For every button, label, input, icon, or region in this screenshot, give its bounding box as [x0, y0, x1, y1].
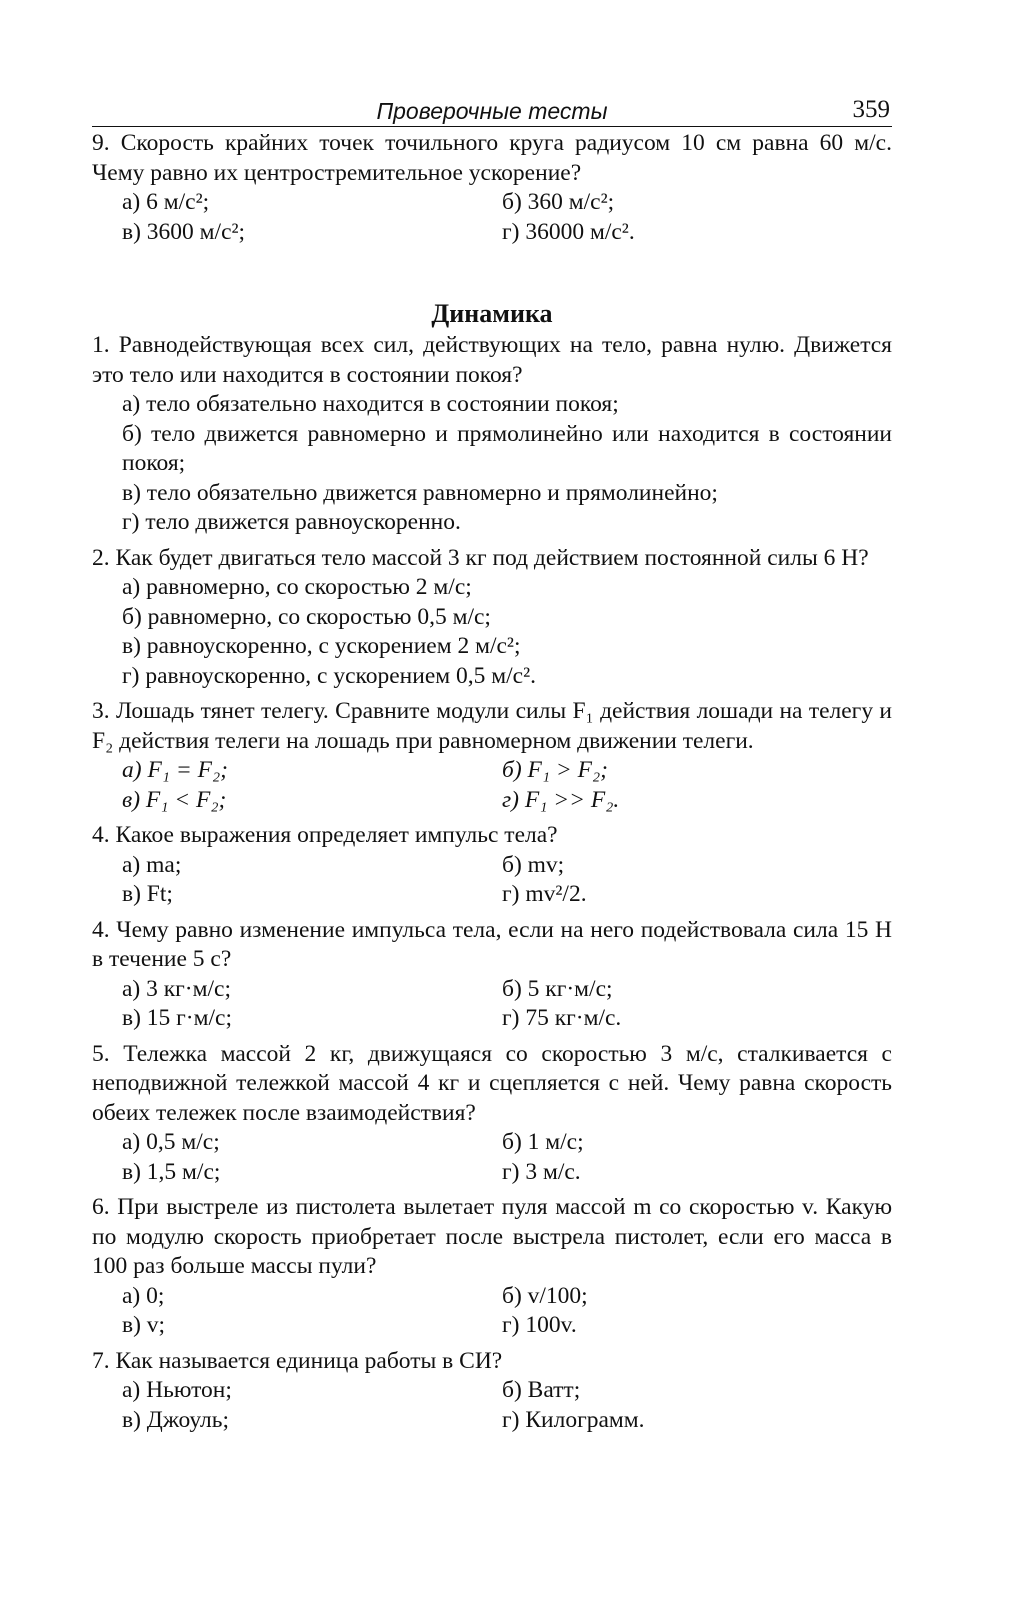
question-2 [92, 544, 892, 692]
option-c: в) 15 г·м/с; [122, 1005, 232, 1031]
answer-options [92, 851, 892, 910]
question-text: 4. Чему равно изменение импульса тела, если на него подействовала сила 15 Н в течение 5 с? [92, 916, 892, 972]
option-c: в) 3600 м/с²; [122, 218, 246, 245]
answer-options [92, 1282, 892, 1341]
option-b-text: б) тело движется равномерно и прямолинейно или находится в состоянии покоя; [122, 420, 892, 476]
question-3 [92, 697, 892, 815]
question-text: 3. Лошадь тянет телегу. Сравните модули силы F₁ действия лошади на телегу и F₂ действия телеги на лошадь при равномерном движении телеги. [92, 698, 892, 754]
option-d: г) 3 м/с. [502, 1158, 581, 1185]
option-c: в) Джоуль; [122, 1406, 230, 1433]
answer-options [92, 390, 892, 538]
answer-options [92, 1128, 892, 1187]
option-a: а) 6 м/с²; [122, 189, 210, 215]
answer-options [92, 1376, 892, 1435]
option-b [122, 420, 892, 479]
option-d: г) F₁ >> F₂. [502, 786, 620, 813]
question-text: 4. Какое выражения определяет импульс тела? [92, 822, 558, 848]
question-7 [92, 1347, 892, 1436]
option-b: б) равномерно, со скоростью 0,5 м/с; [122, 603, 491, 630]
option-d: г) mv²/2. [502, 881, 587, 907]
option-c: в) F₁ < F₂; [122, 786, 227, 813]
option-b: б) Ватт; [502, 1377, 581, 1403]
option-d: г) 100v. [502, 1312, 577, 1338]
question-5 [92, 1040, 892, 1188]
option-c: в) тело обязательно движется равномерно и прямолинейно; [122, 479, 718, 506]
option-a: а) ma; [122, 851, 182, 878]
answer-options [92, 756, 892, 815]
page-number: 359 [852, 96, 890, 123]
question-text: 6. При выстреле из пистолета вылетает пуля массой m со скоростью v. Какую по модулю скорость приобретает после выстрела пистолет, если его масса в 100 раз больше массы пули? [92, 1194, 892, 1279]
option-d: г) равноускоренно, с ускорением 0,5 м/с². [122, 662, 537, 689]
option-b: б) v/100; [502, 1282, 588, 1309]
question-text: 2. Как будет двигаться тело массой 3 кг под действием постоянной силы 6 Н? [92, 544, 869, 571]
question-4 [92, 821, 892, 910]
answer-options [92, 188, 892, 247]
option-b: б) 1 м/с; [502, 1129, 584, 1155]
option-d: г) Килограмм. [502, 1406, 645, 1433]
option-a: а) F₁ = F₂; [122, 757, 228, 783]
option-c: в) Ft; [122, 881, 173, 907]
question-text: 7. Как называется единица работы в СИ? [92, 1347, 503, 1374]
option-a: а) тело обязательно находится в состоянии покоя; [122, 391, 619, 417]
question-4-impulse-change [92, 916, 892, 1034]
option-d: г) 36000 м/с². [502, 218, 635, 245]
option-a: а) 3 кг·м/с; [122, 975, 231, 1002]
question-6 [92, 1193, 892, 1341]
option-d: г) 75 кг·м/с. [502, 1005, 622, 1031]
option-d: г) тело движется равноускоренно. [122, 509, 461, 535]
option-c: в) v; [122, 1312, 166, 1338]
option-a: а) 0,5 м/с; [122, 1129, 220, 1155]
question-1 [92, 331, 892, 538]
answer-options [92, 573, 892, 691]
option-c: в) 1,5 м/с; [122, 1158, 221, 1185]
book-page [92, 94, 892, 1435]
option-a: а) Ньютон; [122, 1377, 232, 1403]
option-b: б) 360 м/с²; [502, 189, 615, 215]
option-a: а) 0; [122, 1282, 165, 1309]
option-b: б) mv; [502, 851, 565, 878]
question-text: 9. Скорость крайних точек точильного круга радиусом 10 см равна 60 м/с. Чему равно их центростремительное ускорение? [92, 130, 892, 186]
option-a: а) равномерно, со скоростью 2 м/с; [122, 574, 472, 600]
question-text: 1. Равнодействующая всех сил, действующих на тело, равна нулю. Движется это тело или находится в состоянии покоя? [92, 332, 892, 388]
question-text: 5. Тележка массой 2 кг, движущаяся со скоростью 3 м/с, сталкивается с неподвижной тележкой массой 4 кг и сцепляется с ней. Чему равна скорость обеих тележек после взаимодействия? [92, 1040, 892, 1126]
running-title: Проверочные тесты [376, 98, 608, 124]
option-b: б) 5 кг·м/с; [502, 975, 613, 1002]
option-c: в) равноускоренно, с ускорением 2 м/с²; [122, 633, 521, 659]
answer-options [92, 975, 892, 1034]
option-b: б) F₁ > F₂; [502, 757, 609, 783]
section-title: Динамика [431, 299, 553, 328]
question-9 [92, 129, 892, 247]
page-header [92, 94, 892, 127]
